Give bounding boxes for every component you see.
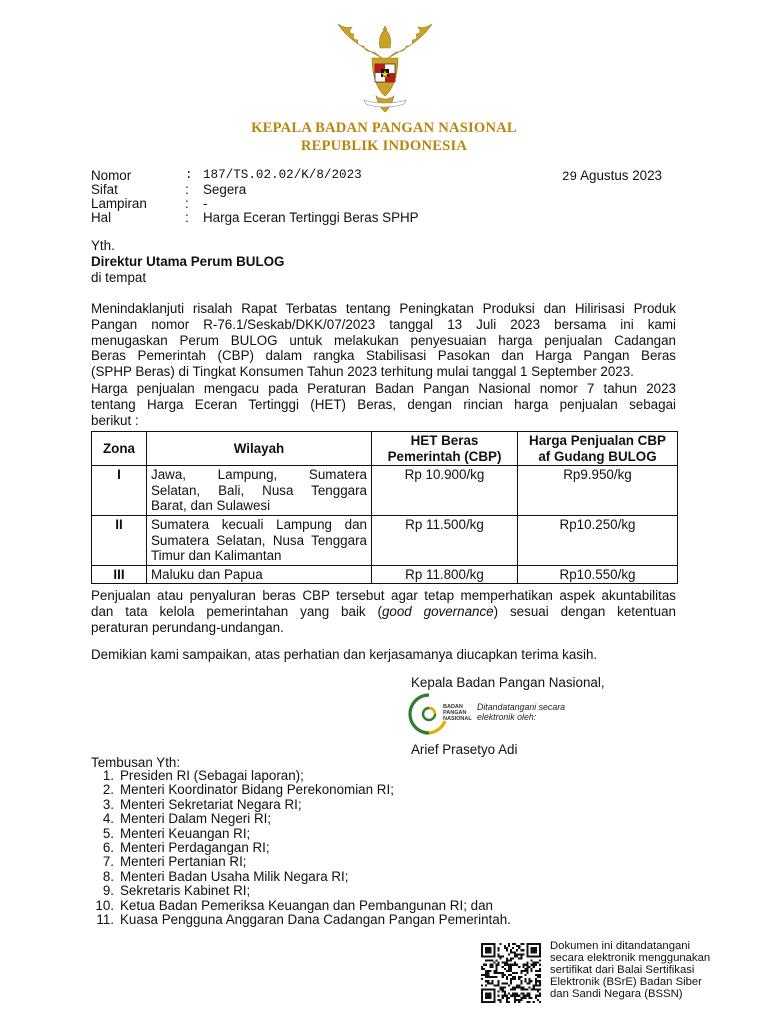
tembusan-list [91,769,651,927]
wilayah-line: Maluku dan Papua [151,566,263,582]
footnote-line: sertifikat dari Balai Sertifikasi [550,964,695,977]
header-het-line: HET Beras [410,433,479,448]
sifat-value: Segera [203,182,247,197]
colon: : [185,182,189,197]
colon: : [185,196,189,211]
footnote-line: secara elektronik menggunakan [550,952,711,965]
paragraph-line: Pangan nomor R-76.1/Seskab/DKK/07/2023 tanggal 13 Juli 2023 bersama ini kami [91,316,676,332]
list-number: 8. [102,868,114,884]
qr-finder [528,944,540,956]
hal-value: Harga Eceran Tertinggi Beras SPHP [203,210,419,225]
qr-code-icon [481,943,541,1003]
wilayah-line: Barat, dan Sulawesi [151,498,271,514]
footnote-line: Dokumen ini ditandatangani [550,940,691,952]
paragraph-line: peraturan perundang-undangan. [91,619,284,635]
italic-term: good governance [381,603,494,619]
header-het-line: Pemerintah (CBP) [387,448,502,464]
list-item [91,769,651,783]
office-title: KEPALA BADAN PANGAN NASIONAL [251,120,517,136]
list-number: 2. [102,782,114,798]
list-item [91,899,651,913]
list-item-text: Presiden RI (Sebagai laporan); [120,768,304,783]
paragraph-line: tentang Harga Eceran Tertinggi (HET) Beras, dengan rincian harga penjualan sebagai [91,396,676,412]
signer-title: Kepala Badan Pangan Nasional, [411,675,605,690]
paragraph-line: Harga penjualan mengacu pada Peraturan Badan Pangan Nasional nomor 7 tahun 2023 [91,381,676,396]
header-het [372,432,518,466]
logo-text: BADAN [443,704,463,710]
header-wilayah: Wilayah [147,432,372,466]
list-number: 6. [102,839,114,855]
list-item-text: Kuasa Pengguna Anggaran Dana Cadangan Pangan Pemerintah. [120,911,511,927]
table-row [92,466,678,516]
list-number: 7. [102,854,114,870]
list-item-text: Menteri Koordinator Bidang Perekonomian RI; [120,782,394,798]
nomor-value: 187/TS.02.02/K/8/2023 [203,168,362,182]
signer-name: Arief Prasetyo Adi [411,742,518,757]
list-number: 11. [96,911,114,927]
body-paragraph-4: Demikian kami sampaikan, atas perhatian dan kerjasamanya diucapkan terima kasih. [91,647,598,662]
price-table [91,431,678,584]
date-day: 29 [562,170,578,184]
list-item-text: Menteri Dalam Negeri RI; [120,811,272,827]
cell-wilayah [147,515,372,565]
sifat-label: Sifat [91,182,118,197]
list-number: 5. [102,825,114,841]
lampiran-value: - [203,196,208,211]
paragraph-line: menugaskan Perum BULOG untuk melakukan penyesuaian harga penjualan Cadangan [91,332,676,348]
logo-text: NASIONAL [443,716,472,722]
list-item [91,812,651,826]
e-signature-stamp [407,691,577,737]
list-item-text: Menteri Perdagangan RI; [120,839,270,855]
paragraph-line: berikut : [91,412,139,428]
list-item-text: Menteri Pertanian RI; [120,854,247,870]
logo-text: PANGAN [443,710,467,716]
paragraph-line: (SPHP Beras) di Tingkat Konsumen Tahun 2023 terhitung mulai tanggal 1 September 2023. [91,364,634,380]
wilayah-line: Timur dan Kalimantan [151,548,282,564]
colon: : [185,168,193,182]
header-zona: Zona [92,432,147,466]
list-number: 4. [102,811,114,827]
paragraph-line: Beras Pemerintah (CBP) dalam rangka Stabilisasi Pasokan dan Harga Pangan Beras [91,348,676,364]
list-item [91,913,651,927]
table-row [92,565,678,584]
list-item-text: Sekretaris Kabinet RI; [120,883,251,899]
signed-note: Ditandatangani secara [477,702,566,712]
list-item-text: Menteri Keuangan RI; [120,825,251,841]
signed-note: elektronik oleh: [477,712,537,722]
paragraph-line: Penjualan atau penyaluran beras CBP tersebut agar tetap memperhatikan aspek akuntabilitas [91,588,676,603]
cell-zona: III [92,565,147,584]
cell-het: Rp 11.800/kg [372,565,518,584]
list-number: 9. [102,883,114,899]
list-item [91,870,651,884]
cell-harga: Rp10.550/kg [518,565,678,584]
nomor-label: Nomor [91,168,132,183]
paragraph-line: Menindaklanjuti risalah Rapat Terbatas tentang Peningkatan Produksi dan Hilirisasi Produk [91,301,676,316]
wilayah-line: Selatan, Bali, Nusa Tenggara [151,482,367,498]
cell-het: Rp 11.500/kg [372,515,518,565]
e-sign-footnote [550,940,750,1000]
recipient-place: di tempat [91,270,147,285]
qr-finder [482,944,494,956]
cell-het: Rp 10.900/kg [372,466,518,516]
date-month-year: Agustus 2023 [580,168,663,183]
list-item-text: Ketua Badan Pemeriksa Keuangan dan Pembangunan RI; dan [120,897,493,913]
list-item-text: Menteri Badan Usaha Milik Negara RI; [120,868,349,884]
text-run: dan tata kelola pemerintahan yang baik ( [91,603,382,619]
cell-wilayah [147,466,372,516]
lampiran-label: Lampiran [91,196,147,211]
garuda-emblem-icon [334,18,436,114]
cell-zona: I [92,466,147,516]
header-harga-line: Harga Penjualan CBP [529,433,666,448]
cell-harga: Rp10.250/kg [518,515,678,565]
recipient-name: Direktur Utama Perum BULOG [91,254,285,269]
body-paragraph-2 [91,381,676,428]
wilayah-line: Sumatera kecuali Lampung dan [151,516,367,532]
list-item [91,783,651,797]
cell-wilayah [147,565,372,584]
cell-zona: II [92,515,147,565]
list-number: 10. [95,897,114,913]
body-paragraph-3 [91,588,676,635]
meta-hal [91,210,681,226]
header-harga [518,432,678,466]
list-number: 1. [102,768,114,783]
cell-harga: Rp9.950/kg [518,466,678,516]
list-item [91,884,651,898]
body-paragraph-1 [91,301,676,380]
office-subtitle: REPUBLIK INDONESIA [300,138,468,154]
list-item [91,798,651,812]
footnote-line: Elektronik (BSrE) Badan Siber [550,976,702,989]
list-item-text: Menteri Sekretariat Negara RI; [120,796,302,812]
table-header-row [92,432,678,466]
list-item [91,827,651,841]
footnote-line: dan Sandi Negara (BSSN) [550,988,683,1001]
paragraph-line [91,604,676,620]
wilayah-line: Sumatera Selatan, Nusa Tenggara [151,532,367,548]
header-harga-line: af Gudang BULOG [538,448,657,464]
wilayah-line: Jawa, Lampung, Sumatera [151,467,367,483]
colon: : [185,210,189,225]
recipient-yth: Yth. [91,238,115,253]
list-item [91,841,651,855]
table-row [92,515,678,565]
text-run: ) sesuai dengan ketentuan [493,603,676,619]
hal-label: Hal [91,210,112,225]
list-number: 3. [102,796,114,812]
qr-finder [482,990,494,1002]
list-item [91,855,651,869]
tembusan-title: Tembusan Yth: [91,755,181,770]
